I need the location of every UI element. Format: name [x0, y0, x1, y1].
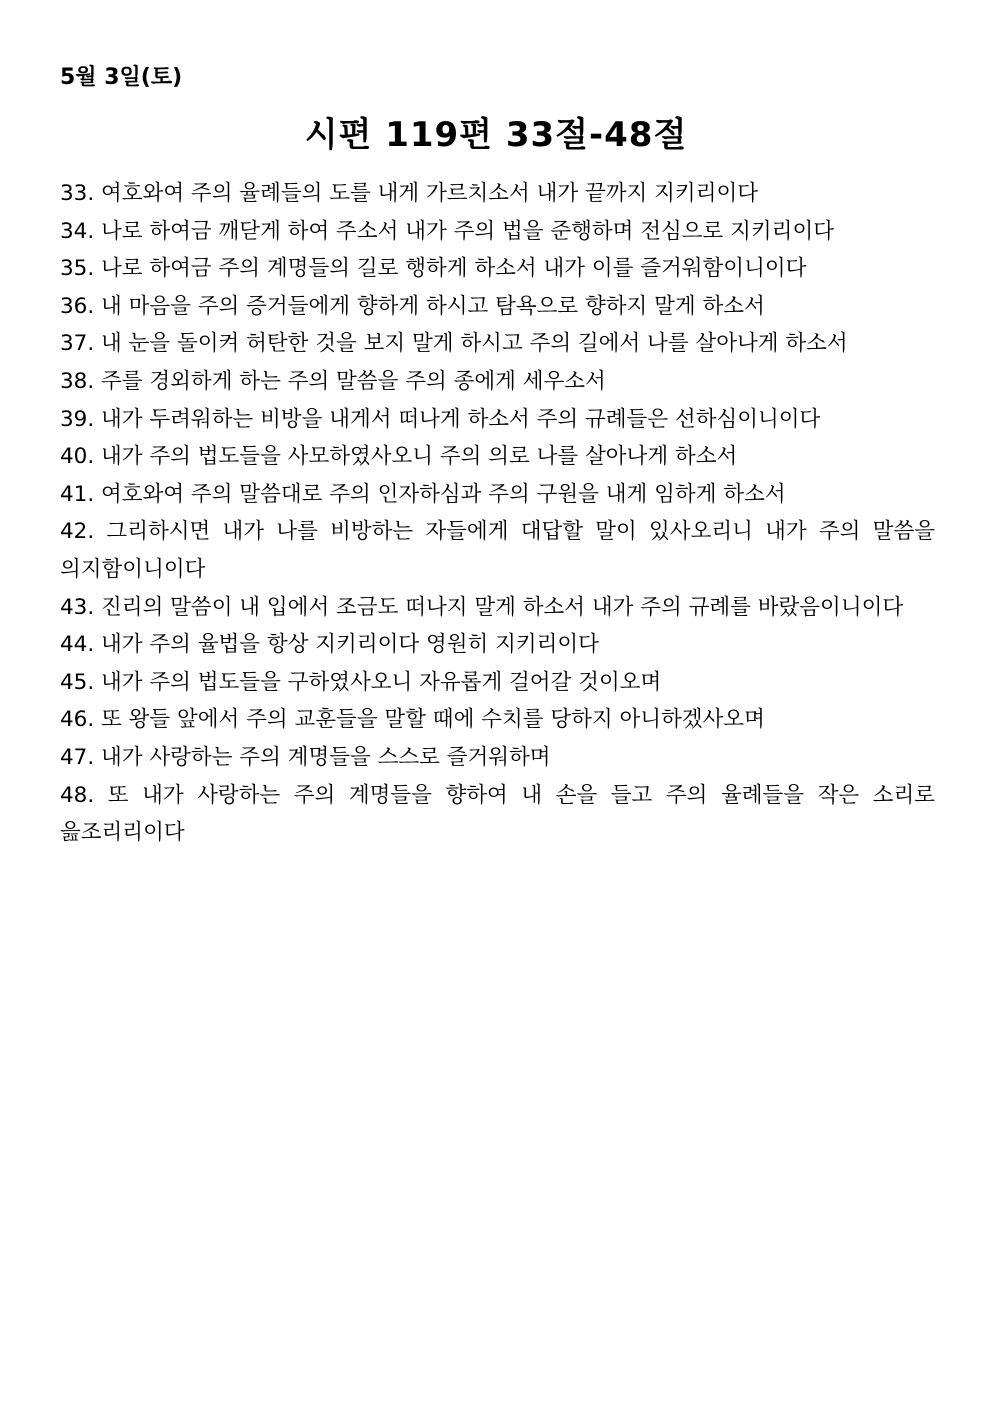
page-date: 5월 3일(토) [60, 65, 183, 90]
verse-40: 40. 내가 주의 법도들을 사모하였사오니 주의 의로 나를 살아나게 하소서 [60, 444, 738, 470]
verse-43: 43. 진리의 말씀이 내 입에서 조금도 떠나지 말게 하소서 내가 주의 규례를 바랐음이니이다 [60, 594, 904, 620]
verse-37: 37. 내 눈을 돌이켜 허탄한 것을 보지 말게 하시고 주의 길에서 나를 살아나게 하소서 [60, 331, 848, 357]
verse-33: 33. 여호와여 주의 율례들의 도를 내게 가르치소서 내가 끝까지 지키리이다 [60, 181, 759, 206]
verse-34: 34. 나로 하여금 깨닫게 하여 주소서 내가 주의 법을 준행하며 전심으로 지키리이다 [60, 218, 834, 244]
verse-41: 41. 여호와여 주의 말씀대로 주의 인자하심과 주의 구원을 내게 임하게 하소서 [60, 481, 786, 507]
verse-36: 36. 내 마음을 주의 증거들에게 향하게 하시고 탐욕으로 향하지 말게 하소서 [60, 293, 765, 319]
verse-44: 44. 내가 주의 율법을 항상 지키리이다 영원히 지키리이다 [60, 632, 599, 658]
verse-48: 48. 또 내가 사랑하는 주의 계명들을 향하여 내 손을 들고 주의 율례들을 작은 소리로 읊조리리이다 [60, 782, 935, 846]
verse-39: 39. 내가 두려워하는 비방을 내게서 떠나게 하소서 주의 규례들은 선하심이니이다 [60, 406, 821, 432]
verse-35: 35. 나로 하여금 주의 계명들의 길로 행하게 하소서 내가 이를 즐거워함이니이다 [60, 256, 807, 282]
page-title: 시편 119편 33절-48절 [304, 115, 688, 155]
verse-list [60, 175, 935, 852]
verse-46: 46. 또 왕들 앞에서 주의 교훈들을 말할 때에 수치를 당하지 아니하겠사오며 [60, 707, 765, 733]
verse-38: 38. 주를 경외하게 하는 주의 말씀을 주의 종에게 세우소서 [60, 368, 606, 394]
verse-47: 47. 내가 사랑하는 주의 계명들을 스스로 즐거워하며 [60, 744, 551, 770]
verse-42: 42. 그리하시면 내가 나를 비방하는 자들에게 대답할 말이 있사오리니 내가 주의 말씀을 의지함이니이다 [60, 519, 935, 582]
verse-45: 45. 내가 주의 법도들을 구하였사오니 자유롭게 걸어갈 것이오며 [60, 669, 662, 695]
